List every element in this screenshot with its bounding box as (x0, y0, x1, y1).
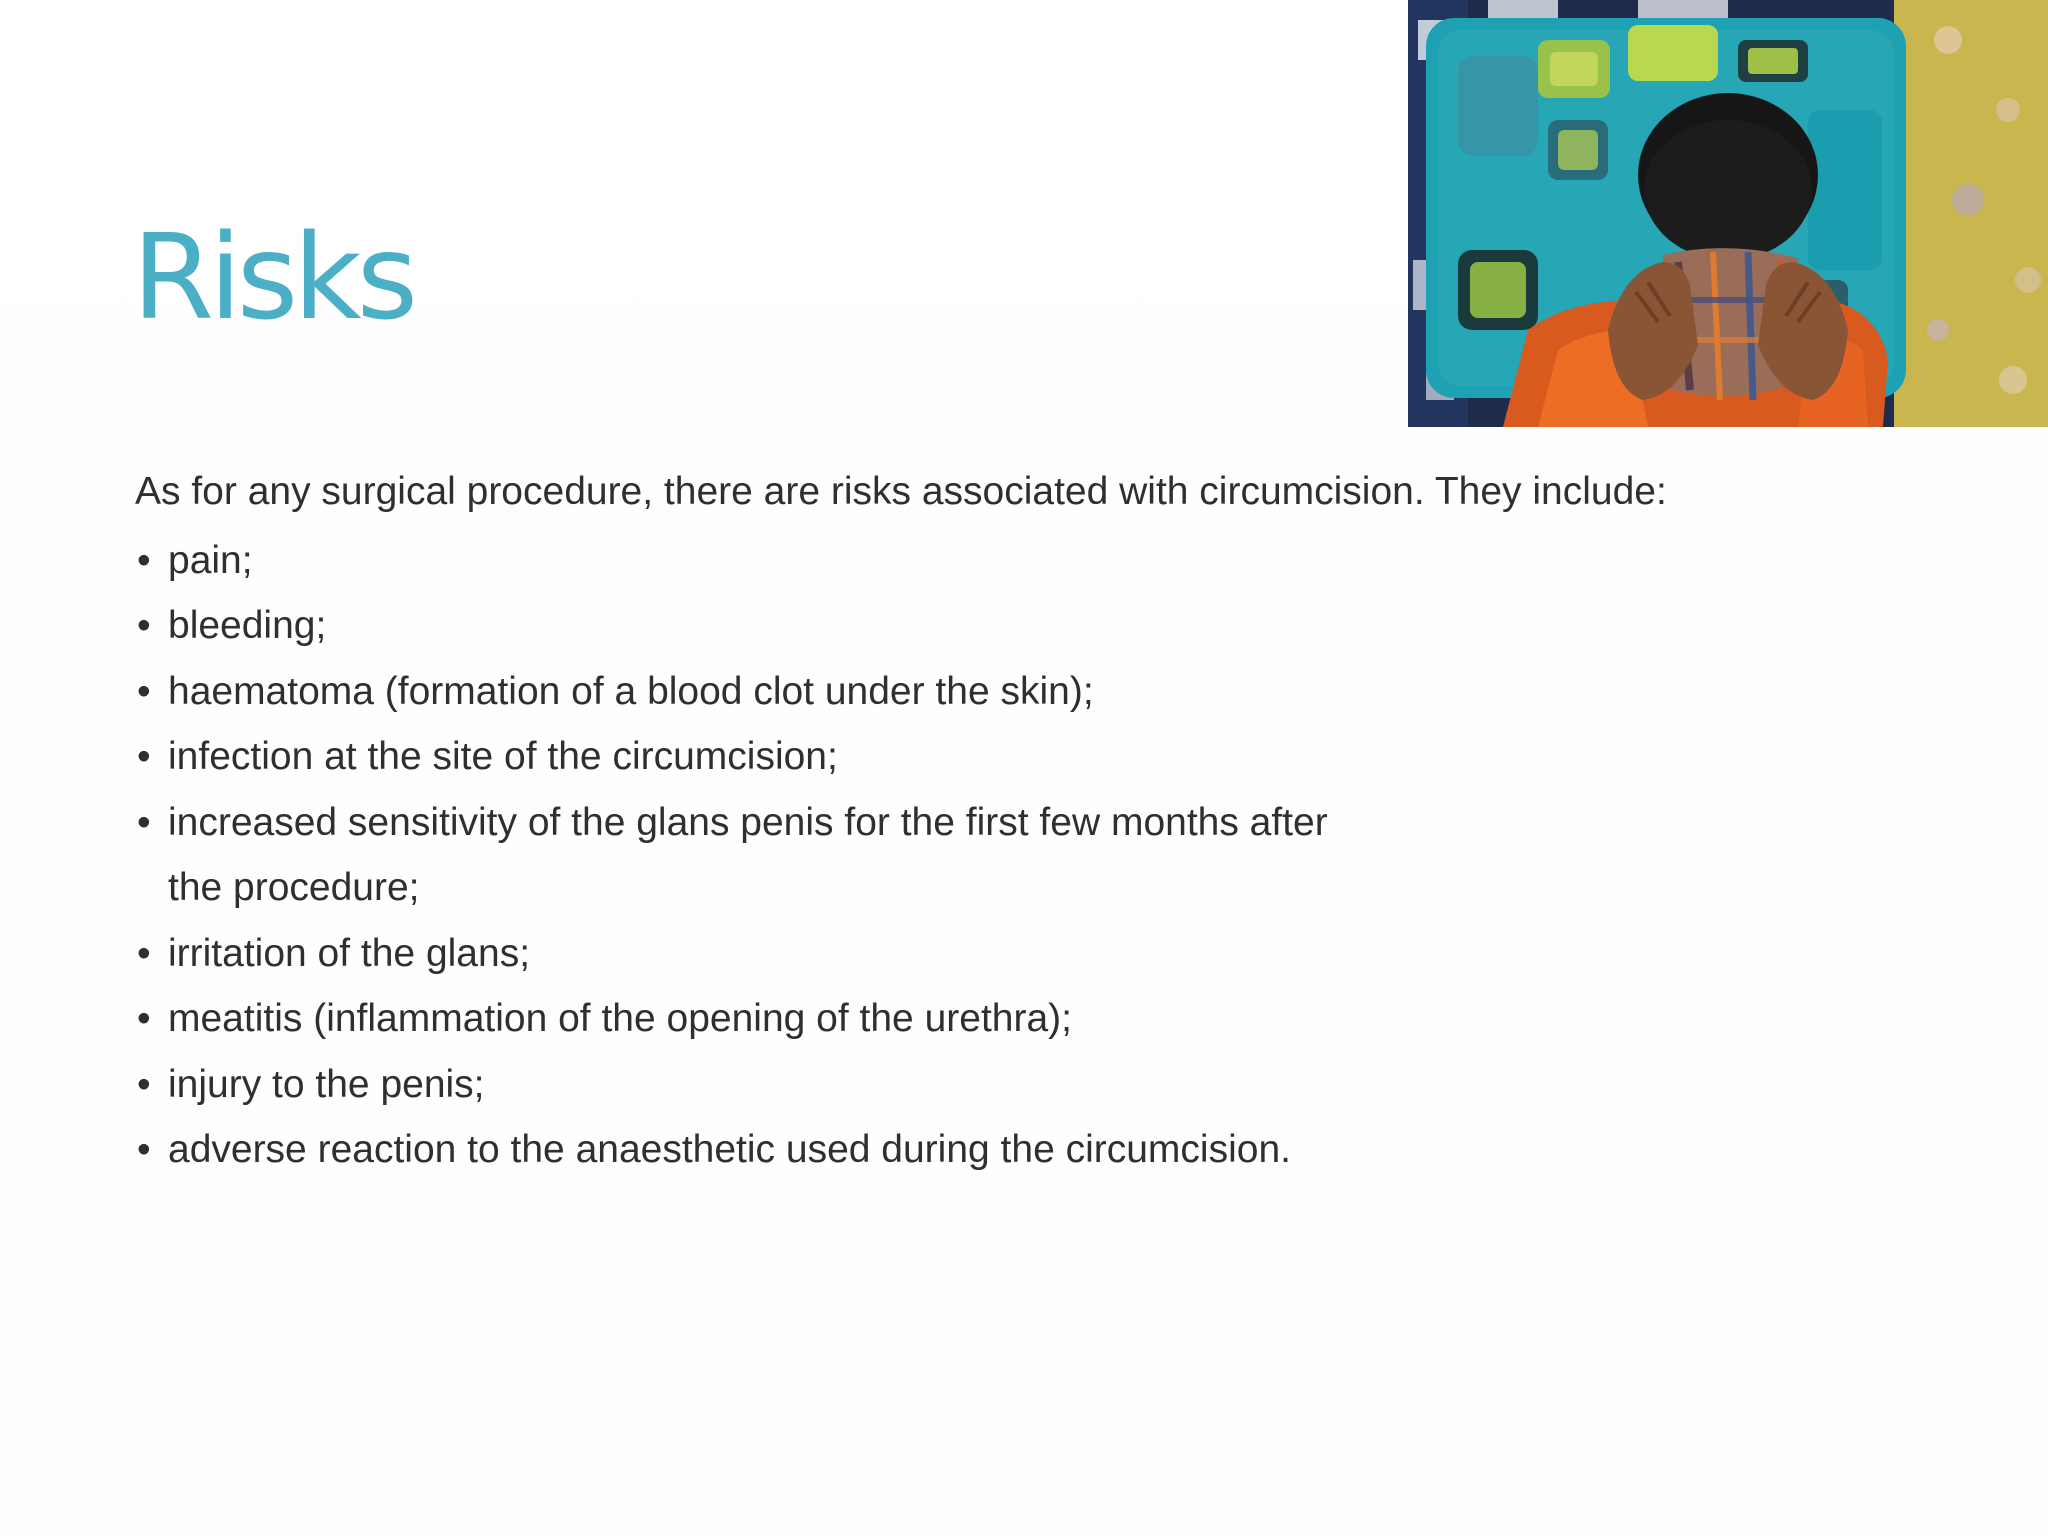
risk-text: adverse reaction to the anaesthetic used during the circumcision. (168, 1128, 1291, 1171)
bullet-icon: • (137, 538, 151, 582)
risk-list (135, 528, 1955, 1183)
bullet-icon: • (137, 1128, 151, 1171)
list-item (135, 593, 1955, 659)
risk-text: irritation of the glans; (168, 931, 531, 975)
bullet-icon: • (137, 1062, 151, 1106)
bullet-icon: • (137, 604, 151, 647)
intro-text: As for any surgical procedure, there are risks associated with circumcision. They include: (135, 470, 1667, 513)
bullet-icon: • (137, 800, 151, 844)
list-item (135, 790, 1328, 921)
bullet-icon: • (137, 931, 151, 975)
list-item (135, 659, 1955, 725)
risk-text: infection at the site of the circumcision; (168, 735, 838, 778)
bullet-icon: • (137, 735, 151, 778)
risk-text: haematoma (formation of a blood clot under the skin); (168, 669, 1094, 713)
list-item (135, 921, 1955, 987)
bullet-icon: • (137, 997, 151, 1040)
slide-body (135, 462, 1955, 1183)
slide-title: Risks (132, 208, 414, 346)
risk-text: meatitis (inflammation of the opening of the urethra); (168, 997, 1072, 1040)
child-covering-face-photo (1408, 0, 2048, 427)
list-item (135, 1052, 1955, 1118)
risk-text: bleeding; (168, 604, 327, 647)
list-item (135, 1117, 1955, 1183)
risk-text: pain; (168, 538, 253, 582)
list-item (135, 528, 1955, 594)
risk-text: increased sensitivity of the glans penis for the first few months after the procedure; (168, 800, 1328, 909)
list-item (135, 724, 1955, 790)
risk-text: injury to the penis; (168, 1062, 485, 1106)
bullet-icon: • (137, 669, 151, 713)
list-item (135, 986, 1955, 1052)
